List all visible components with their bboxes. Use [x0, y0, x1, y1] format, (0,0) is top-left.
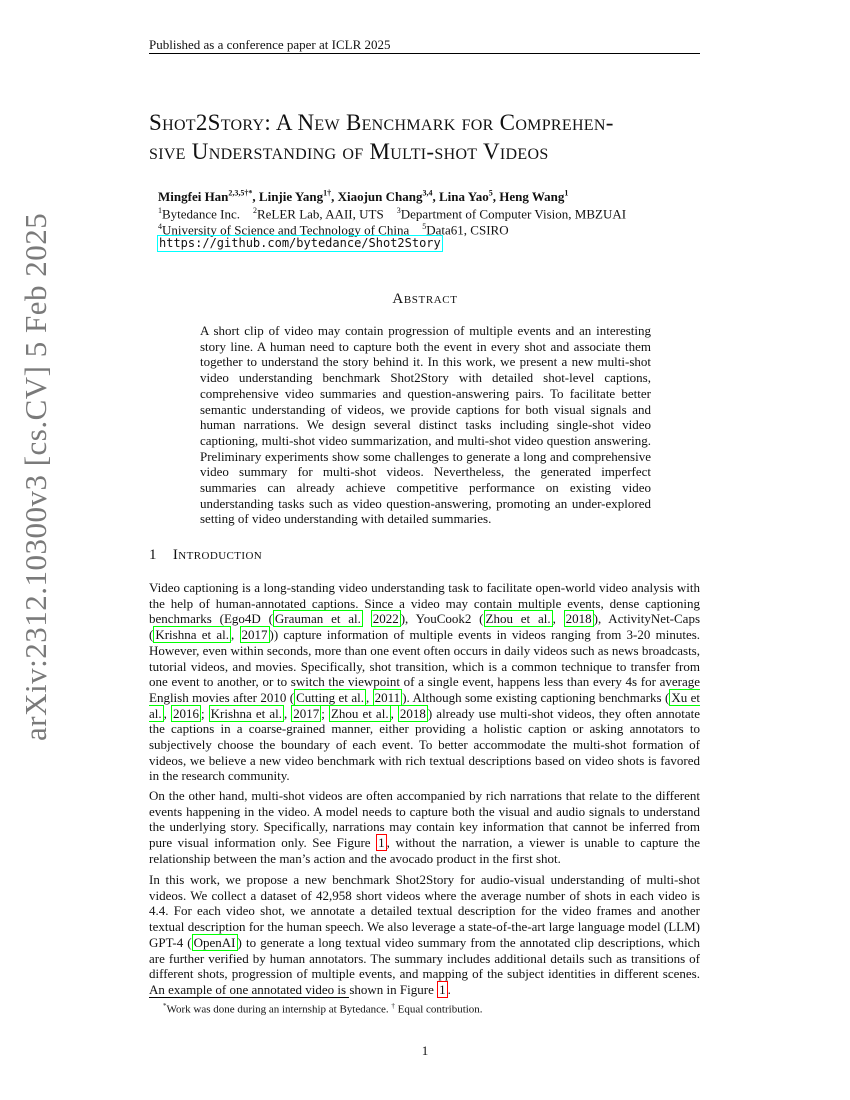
paper-title — [149, 108, 709, 166]
author-name: Mingfei Han — [158, 189, 229, 205]
author-marks: 5 — [488, 189, 493, 198]
footnote-mark: † — [391, 1002, 395, 1010]
citation-year-link[interactable]: 2016 — [172, 705, 199, 721]
citation-year-link[interactable]: 2018 — [399, 705, 426, 721]
footnote — [163, 1002, 483, 1016]
figure-reference-link[interactable]: 1 — [439, 981, 446, 997]
body-text: ) already use multi-shot videos, they often annotate the captions in a coarse-grained manner, either providing a holistic caption or asking annotators to subjectively choose the boundary of each event. To better accommodate the multi-shot formation of videos, we believe a new video benchmark with rich textual descriptions based on video shots is favored in the research community. — [149, 705, 701, 784]
title-line-1: Shot2Story: A New Benchmark for Comprehen- — [149, 110, 614, 135]
citation-link[interactable]: Krishna et al. — [155, 627, 229, 643]
header-rule — [149, 53, 700, 54]
citation-link[interactable]: Cutting et al. — [296, 689, 364, 705]
conference-header: Published as a conference paper at ICLR 2025 — [149, 37, 391, 52]
author-name: , Linjie Yang — [252, 189, 324, 205]
affiliation-mark: 1 — [158, 206, 162, 215]
citation-year-link[interactable]: 2022 — [372, 611, 399, 627]
body-text: , without the narration, a viewer is unable to capture the relationship between the man’s action and the avocado product in the first shot. — [149, 835, 700, 866]
affiliation-text: University of Science and Technology of China — [162, 222, 410, 238]
body-text: ), YouCook2 ( — [400, 611, 484, 627]
github-link[interactable]: https://github.com/bytedance/Shot2Story — [159, 236, 441, 250]
body-text: Video captioning is a long-standing video understanding task to facilitate open-world video analysis with the help of human-annotated captions. Since a video may contain multiple events, dense captioning benchmarks (Ego4D ( — [149, 580, 700, 627]
author-marks: 1 — [564, 189, 569, 198]
citation-link[interactable]: Grauman et al. — [274, 611, 361, 627]
intro-paragraph-3 — [149, 872, 700, 998]
body-text: In this work, we propose a new benchmark Shot2Story for audio-visual understanding of multi-shot videos. We collect a dataset of 42,958 short videos where the average number of shots in each video is 4.4. For each video shot, we annotate a detailed textual description for the video frames and another textual description for the human speech. We also leverage a state-of-the-art large language model (LLM) GPT-4 ( — [149, 872, 700, 950]
abstract-body: A short clip of video may contain progression of multiple events and an interesting story line. A human need to capture both the event in every shot and associate them together to understand the story behind it. In this work, we present a new multi-shot video understanding benchmark Shot2Story with detailed shot-level captions, comprehensive video summaries and question-answering pairs. To facilitate better semantic understanding of videos, we provide captions for both visual signals and human narrations. We design several distinct tasks including single-shot video captioning, multi-shot video summarization, and multi-shot video question answering. Preliminary experiments show some challenges to generate a long and comprehensive video summary for multi-shot videos. Nevertheless, the generated imperfect summaries can already achieve competitive performance on existing video understanding tasks such as video question-answering, promoting an under-explored setting of video understanding with detailed summaries. — [200, 323, 651, 527]
body-text: ) to generate a long textual video summary from the annotated clip descriptions, which are further verified by human annotators. The summary includes additional details such as transitions of different shots, progression of multiple events, and mapping of the subject identities in different scenes. An example of one annotated video is shown in Figure — [149, 934, 700, 997]
affiliation-mark: 2 — [252, 206, 257, 215]
citation-year-link[interactable]: 2017 — [241, 627, 268, 643]
body-text: ), ActivityNet-Caps ( — [149, 611, 701, 643]
footnote-mark: * — [163, 1002, 167, 1010]
figure-reference-link[interactable]: 1 — [378, 835, 385, 851]
author-name: , Heng Wang — [492, 189, 565, 205]
footnote-text: Equal contribution. — [394, 1003, 483, 1016]
author-marks: 1† — [323, 189, 332, 198]
citation-year-link[interactable]: 2018 — [565, 611, 592, 627]
section-title: Introduction — [172, 547, 263, 563]
abstract-heading: Abstract — [392, 291, 458, 307]
body-text: ). Although some existing captioning benchmarks ( — [402, 689, 670, 705]
title-line-2: sive Understanding of Multi-shot Videos — [149, 139, 549, 164]
citation-link[interactable]: Zhou et al. — [330, 705, 389, 721]
author-marks: 2,3,5†* — [228, 189, 253, 198]
page-number: 1 — [421, 1043, 429, 1058]
footnote-rule — [149, 997, 349, 998]
footnote-text: Work was done during an internship at Bytedance. — [166, 1003, 389, 1016]
affiliation-text: ReLER Lab, AAII, UTS — [256, 206, 384, 222]
author-name: , Xiaojun Chang — [331, 189, 423, 205]
body-text: )) capture information of multiple events in videos ranging from 3-20 minutes. However, even within seconds, more than one event often occurs in daily videos such as news broadcasts, tutorial videos, and movies. Specifically, shot transition, which is a common technique to transfer from one event to another, or to switch the viewpoint of a single event, happens less than every 4s for average English movies after 2010 ( — [149, 627, 701, 705]
citation-link[interactable]: Krishna et al. — [210, 705, 282, 721]
citation-year-link[interactable]: 2011 — [374, 689, 401, 705]
arxiv-stamp[interactable]: arXiv:2312.10300v3 [cs.CV] 5 Feb 2025 — [18, 212, 53, 741]
affiliation-mark: 3 — [396, 206, 401, 215]
citation-link[interactable]: Xu et al. — [149, 689, 701, 721]
intro-paragraph-2 — [149, 788, 700, 867]
affiliation-mark: 5 — [422, 222, 427, 231]
author-marks: 3,4 — [422, 189, 433, 198]
body-text: On the other hand, multi-shot videos are often accompanied by rich narrations that relate to the different events happening in the video. A model needs to capture both the visual and audio signals to understand the underlying story. Specifically, narrations may contain key information that cannot be inferred from pure visual information only. See Figure — [149, 788, 700, 851]
citation-link[interactable]: OpenAI — [193, 934, 236, 950]
affiliation-text: Bytedance Inc. — [162, 206, 240, 222]
intro-paragraph-1: Video captioning is a long-standing video understanding task to facilitate open-world video analysis with the help of human-annotated captions. Since a video may contain multiple events, dense captioning benchmarks (Ego4D ( Grauman et al. 2022 ), YouCook2 ( Zhou et al. , 2018 ), ActivityNet-Caps ( Krishna et al. , 2017 )) capture information of multiple events in videos ranging from 3-20 minutes. However, even within seconds, more than one event often occurs in daily videos such as news broadcasts, tutorial videos, and movies. Specifically, shot transition, which is a common technique to transfer from one event to another, or to switch the viewpoint of a single event, happens less than every 4s for average English movies after 2010 ( Cutting et al. , 2011 ). Although some existing captioning benchmarks ( Xu et al. , 2016 ; Krishna et al. , 2017 ; Zhou et al. , 2018 ) already use multi-shot videos, they often annotate the captions in a coarse-grained manner, either providing a holistic caption or asking annotators to subjectively choose the boundary of each event. To better accommodate the multi-shot formation of videos, we believe a new video benchmark with rich textual descriptions based on video shots is favored in the research community. — [149, 580, 701, 784]
body-text: . — [447, 981, 451, 997]
author-name: , Lina Yao — [432, 189, 489, 205]
section-number: 1 — [149, 547, 157, 563]
affiliation-mark: 4 — [158, 222, 162, 231]
affiliation-text: Department of Computer Vision, MBZUAI — [400, 206, 627, 222]
affiliation-text: Data61, CSIRO — [426, 222, 509, 238]
section-heading — [149, 547, 262, 564]
citation-link[interactable]: Zhou et al. — [485, 611, 551, 627]
citation-year-link[interactable]: 2017 — [293, 705, 320, 721]
